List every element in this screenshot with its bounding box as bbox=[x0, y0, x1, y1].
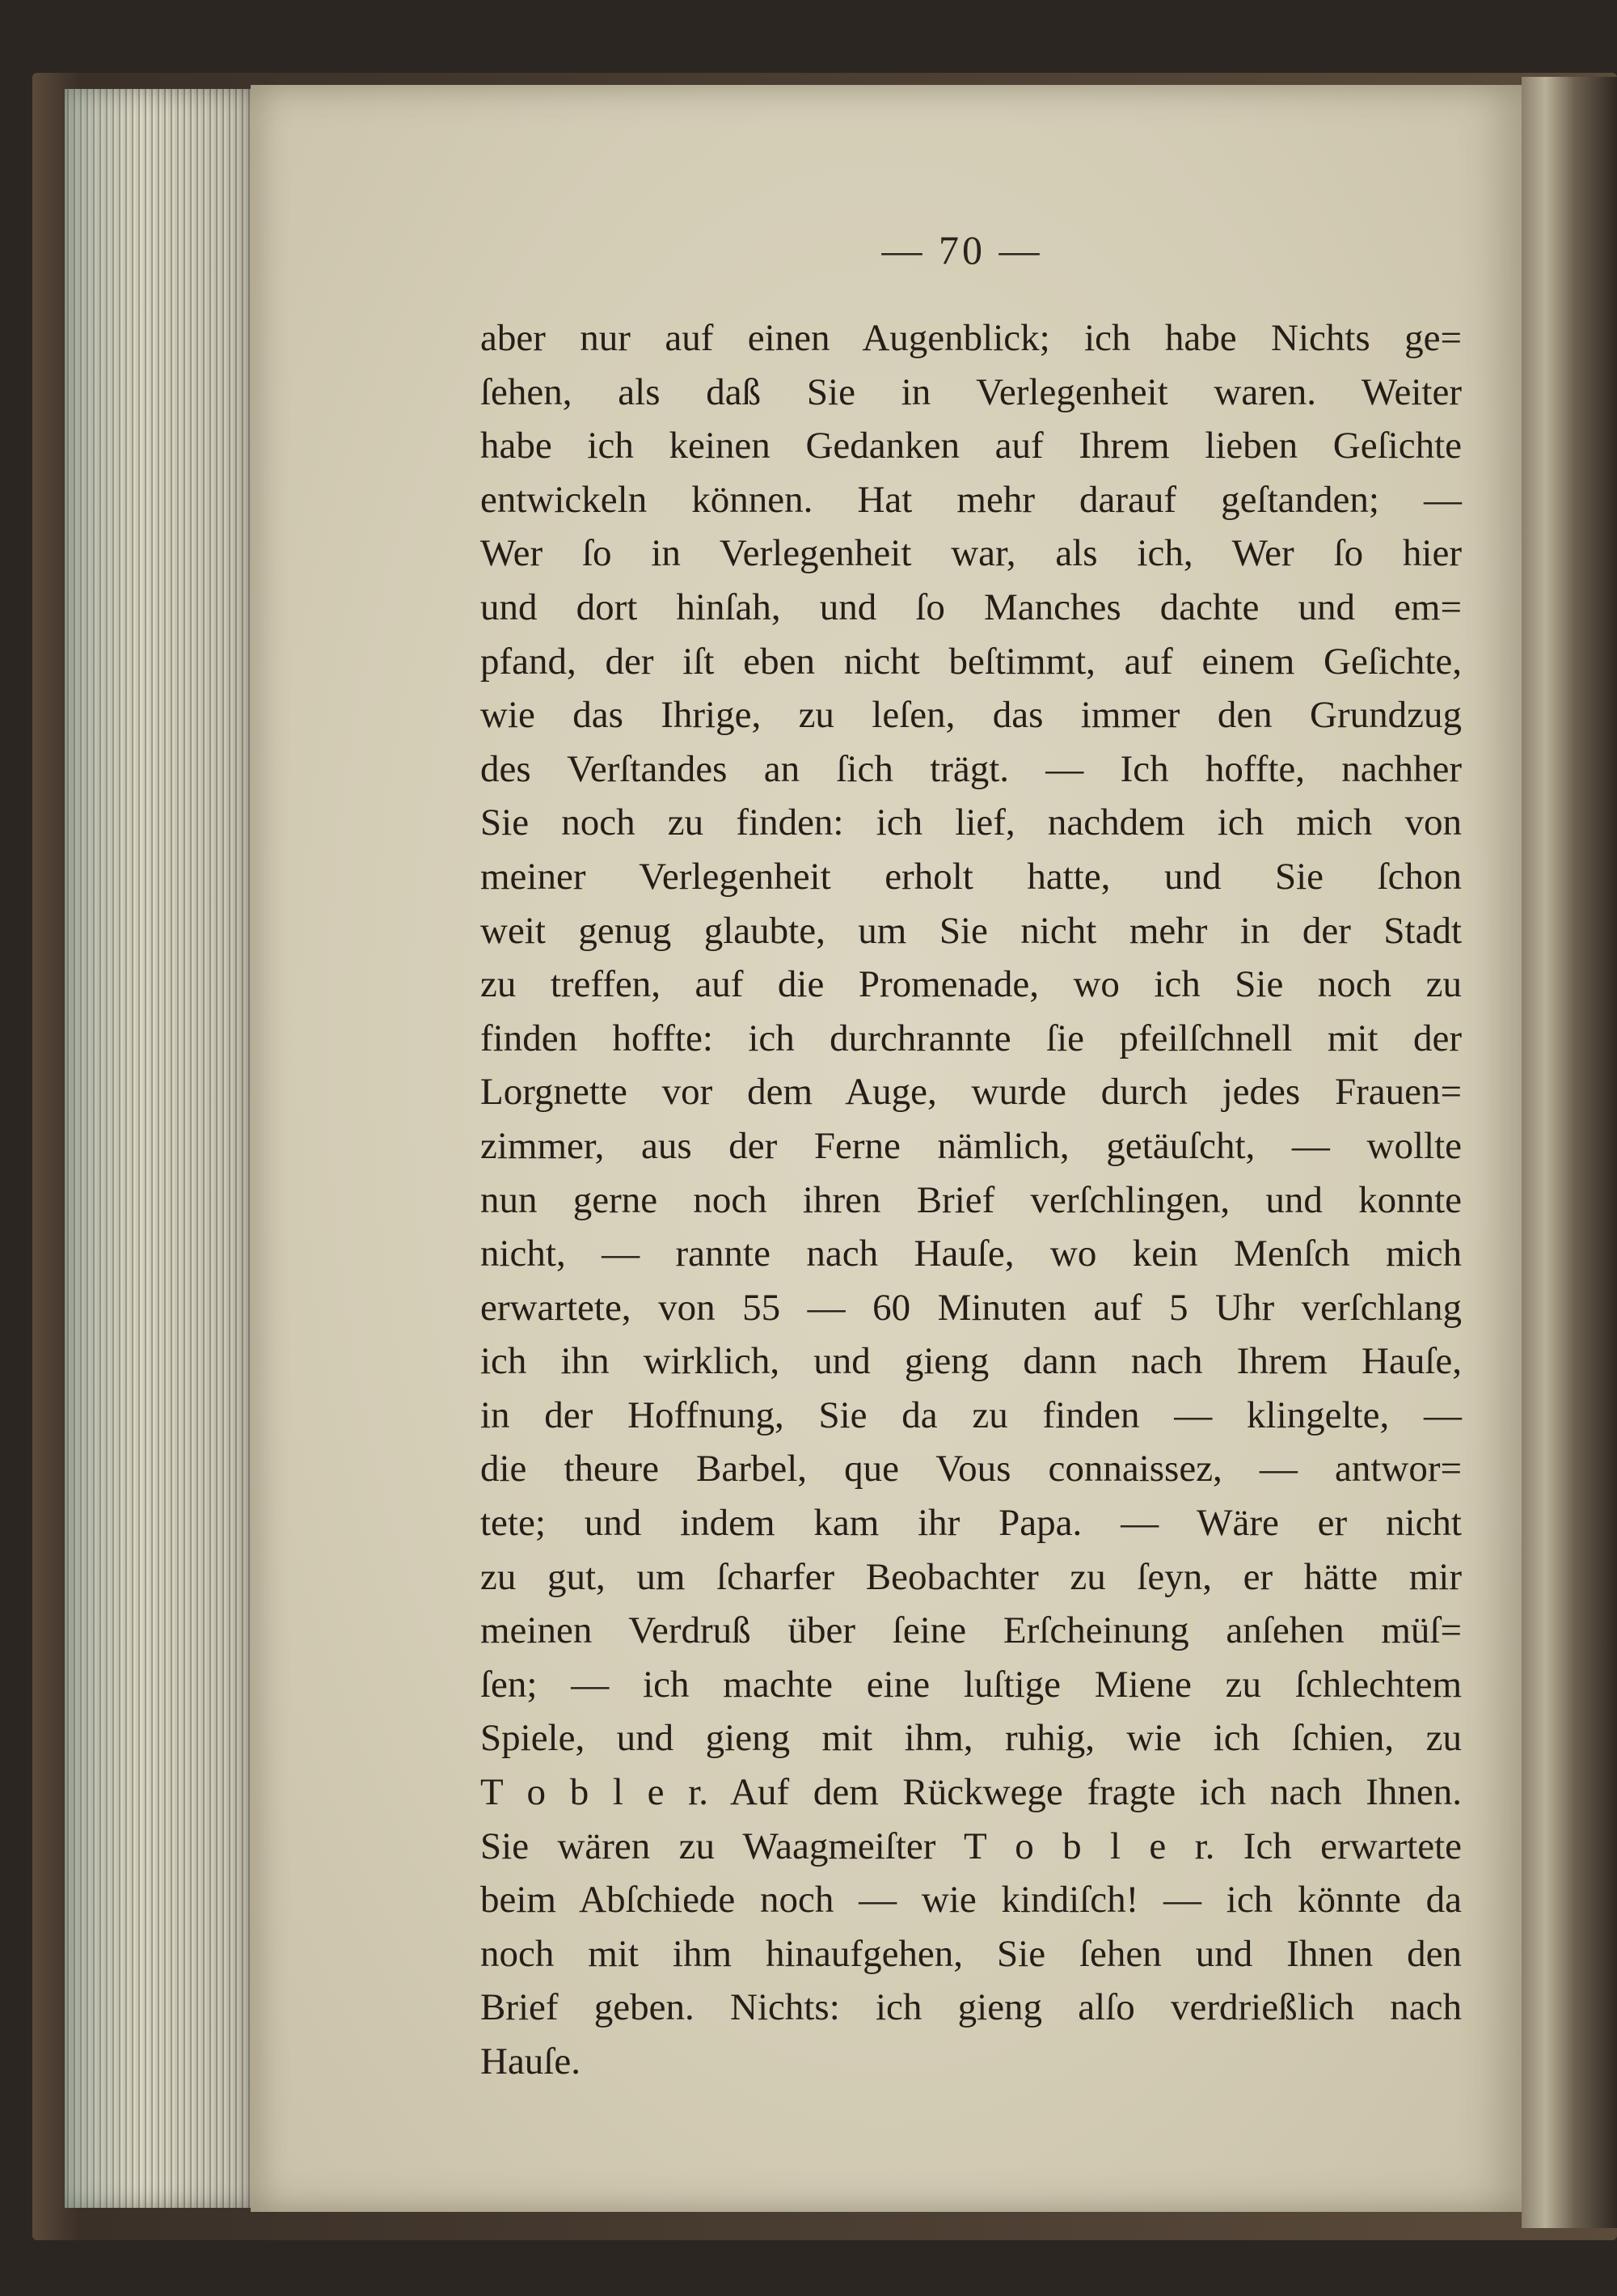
text-line: aber nur auf einen Augenblick; ich habe Nichts ge= bbox=[480, 317, 1462, 359]
text-line: finden hoffte: ich durchrannte ſie pfeilſchnell mit der bbox=[480, 1017, 1462, 1059]
text-line: nicht, — rannte nach Hauſe, wo kein Menſch mich bbox=[480, 1233, 1462, 1275]
text-line: ſehen, als daß Sie in Verlegenheit waren. Weiter bbox=[480, 370, 1462, 413]
text-line: die theure Barbel, que Vous connaissez, — antwor= bbox=[480, 1448, 1462, 1490]
text-line: entwickeln können. Hat mehr darauf geſtanden; — bbox=[480, 478, 1462, 521]
text-line: Sie wären zu Waagmeiſter T o b l e r. Ich erwartete bbox=[480, 1825, 1462, 1867]
text-line: wie das Ihrige, zu leſen, das immer den Grundzug bbox=[480, 694, 1462, 737]
text-line: erwartete, von 55 — 60 Minuten auf 5 Uhr verſchlang bbox=[480, 1286, 1462, 1329]
text-line: in der Hoffnung, Sie da zu finden — klingelte, — bbox=[480, 1393, 1462, 1436]
text-line: und dort hinſah, und ſo Manches dachte und em= bbox=[480, 586, 1462, 628]
text-line: Brief geben. Nichts: ich gieng alſo verdrießlich nach bbox=[480, 1986, 1462, 2029]
text-line: zimmer, aus der Ferne nämlich, getäuſcht, — wollte bbox=[480, 1124, 1462, 1167]
text-line: nun gerne noch ihren Brief verſchlingen, und konnte bbox=[480, 1178, 1462, 1221]
text-line: zu treffen, auf die Promenade, wo ich Sie noch zu bbox=[480, 963, 1462, 1006]
text-line: T o b l e r. Auf dem Rückwege fragte ich nach Ihnen. bbox=[480, 1771, 1462, 1814]
text-line: meiner Verlegenheit erholt hatte, und Sie ſchon bbox=[480, 855, 1462, 898]
text-line: tete; und indem kam ihr Papa. — Wäre er nicht bbox=[480, 1502, 1462, 1545]
text-line: zu gut, um ſcharfer Beobachter zu ſeyn, er hätte mir bbox=[480, 1555, 1462, 1598]
text-line: Lorgnette vor dem Auge, wurde durch jedes Frauen= bbox=[480, 1071, 1462, 1114]
text-line: meinen Verdruß über ſeine Erſcheinung anſehen müſ= bbox=[480, 1609, 1462, 1652]
text-line: noch mit ihm hinaufgehen, Sie ſehen und Ihnen den bbox=[480, 1932, 1462, 1975]
text-line: Spiele, und gieng mit ihm, ruhig, wie ich ſchien, zu bbox=[480, 1717, 1462, 1760]
text-line: Wer ſo in Verlegenheit war, als ich, Wer ſo hier bbox=[480, 532, 1462, 575]
page-number: — 70 — bbox=[881, 227, 1043, 273]
text-line: pfand, der iſt eben nicht beſtimmt, auf einem Geſichte, bbox=[480, 640, 1462, 683]
text-line: weit genug glaubte, um Sie nicht mehr in der Stadt bbox=[480, 909, 1462, 952]
text-line: beim Abſchiede noch — wie kindiſch! — ich könnte da bbox=[480, 1879, 1462, 1922]
text-line: habe ich keinen Gedanken auf Ihrem lieben Geſichte bbox=[480, 425, 1462, 467]
page-edges bbox=[65, 89, 255, 2208]
body-text bbox=[480, 311, 1462, 2089]
text-line: Sie noch zu finden: ich lief, nachdem ich mich von bbox=[480, 801, 1462, 844]
text-line: ich ihn wirklich, und gieng dann nach Ihrem Hauſe, bbox=[480, 1340, 1462, 1383]
text-line: des Verſtandes an ſich trägt. — Ich hoffte, nachher bbox=[480, 747, 1462, 790]
text-line: ſen; — ich machte eine luſtige Miene zu ſchlechtem bbox=[480, 1663, 1462, 1706]
book-gutter bbox=[1522, 77, 1617, 2228]
text-line: Hauſe. bbox=[480, 2040, 581, 2082]
